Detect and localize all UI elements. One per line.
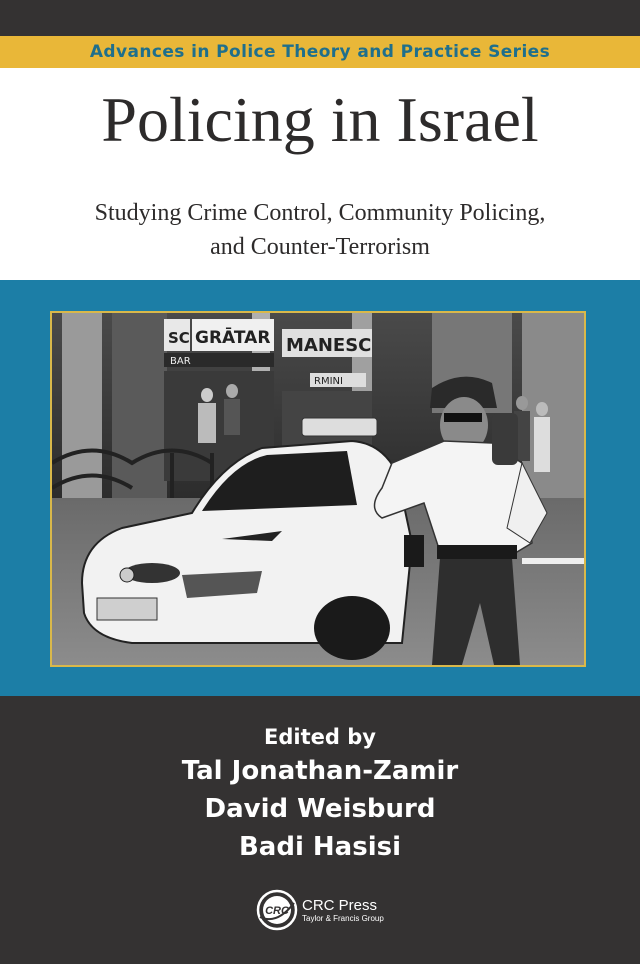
- series-banner: [0, 36, 640, 68]
- book-subtitle: [0, 196, 640, 264]
- crc-logo-icon: [256, 889, 298, 931]
- subtitle-line-2: and Counter-Terrorism: [210, 234, 430, 260]
- shop-sign-1: SC: [168, 329, 190, 347]
- book-title: Policing in Israel: [101, 84, 539, 155]
- editor-name: Badi Hasisi: [238, 832, 402, 862]
- publisher-text: [302, 897, 384, 924]
- shop-sign-4: BAR: [170, 356, 191, 367]
- officer-hand-radio: [492, 413, 518, 465]
- publisher-group: Taylor & Francis Group: [302, 913, 384, 923]
- cover-photo: [50, 311, 586, 667]
- subtitle-line-1: Studying Crime Control, Community Policing,: [94, 200, 546, 226]
- editor-name: Tal Jonathan-Zamir: [181, 756, 459, 786]
- title-band: [0, 68, 640, 280]
- shop-sign-3: MANESC: [286, 335, 372, 356]
- shop-sign-5: RMINI: [314, 376, 343, 387]
- police-officer-photo: [52, 313, 584, 665]
- shop-sign-2: GRĀTAR: [195, 328, 271, 348]
- series-label: Advances in Police Theory and Practice Series: [89, 42, 551, 62]
- edited-by-label: Edited by: [264, 725, 376, 749]
- publisher-logo: [256, 886, 416, 934]
- editors-block: [0, 722, 640, 866]
- svg-text:CRC: CRC: [265, 905, 289, 917]
- top-dark-strip: [0, 0, 640, 36]
- editor-name: David Weisburd: [204, 794, 436, 824]
- publisher-name: CRC Press: [302, 896, 378, 914]
- car-wheel: [314, 596, 390, 660]
